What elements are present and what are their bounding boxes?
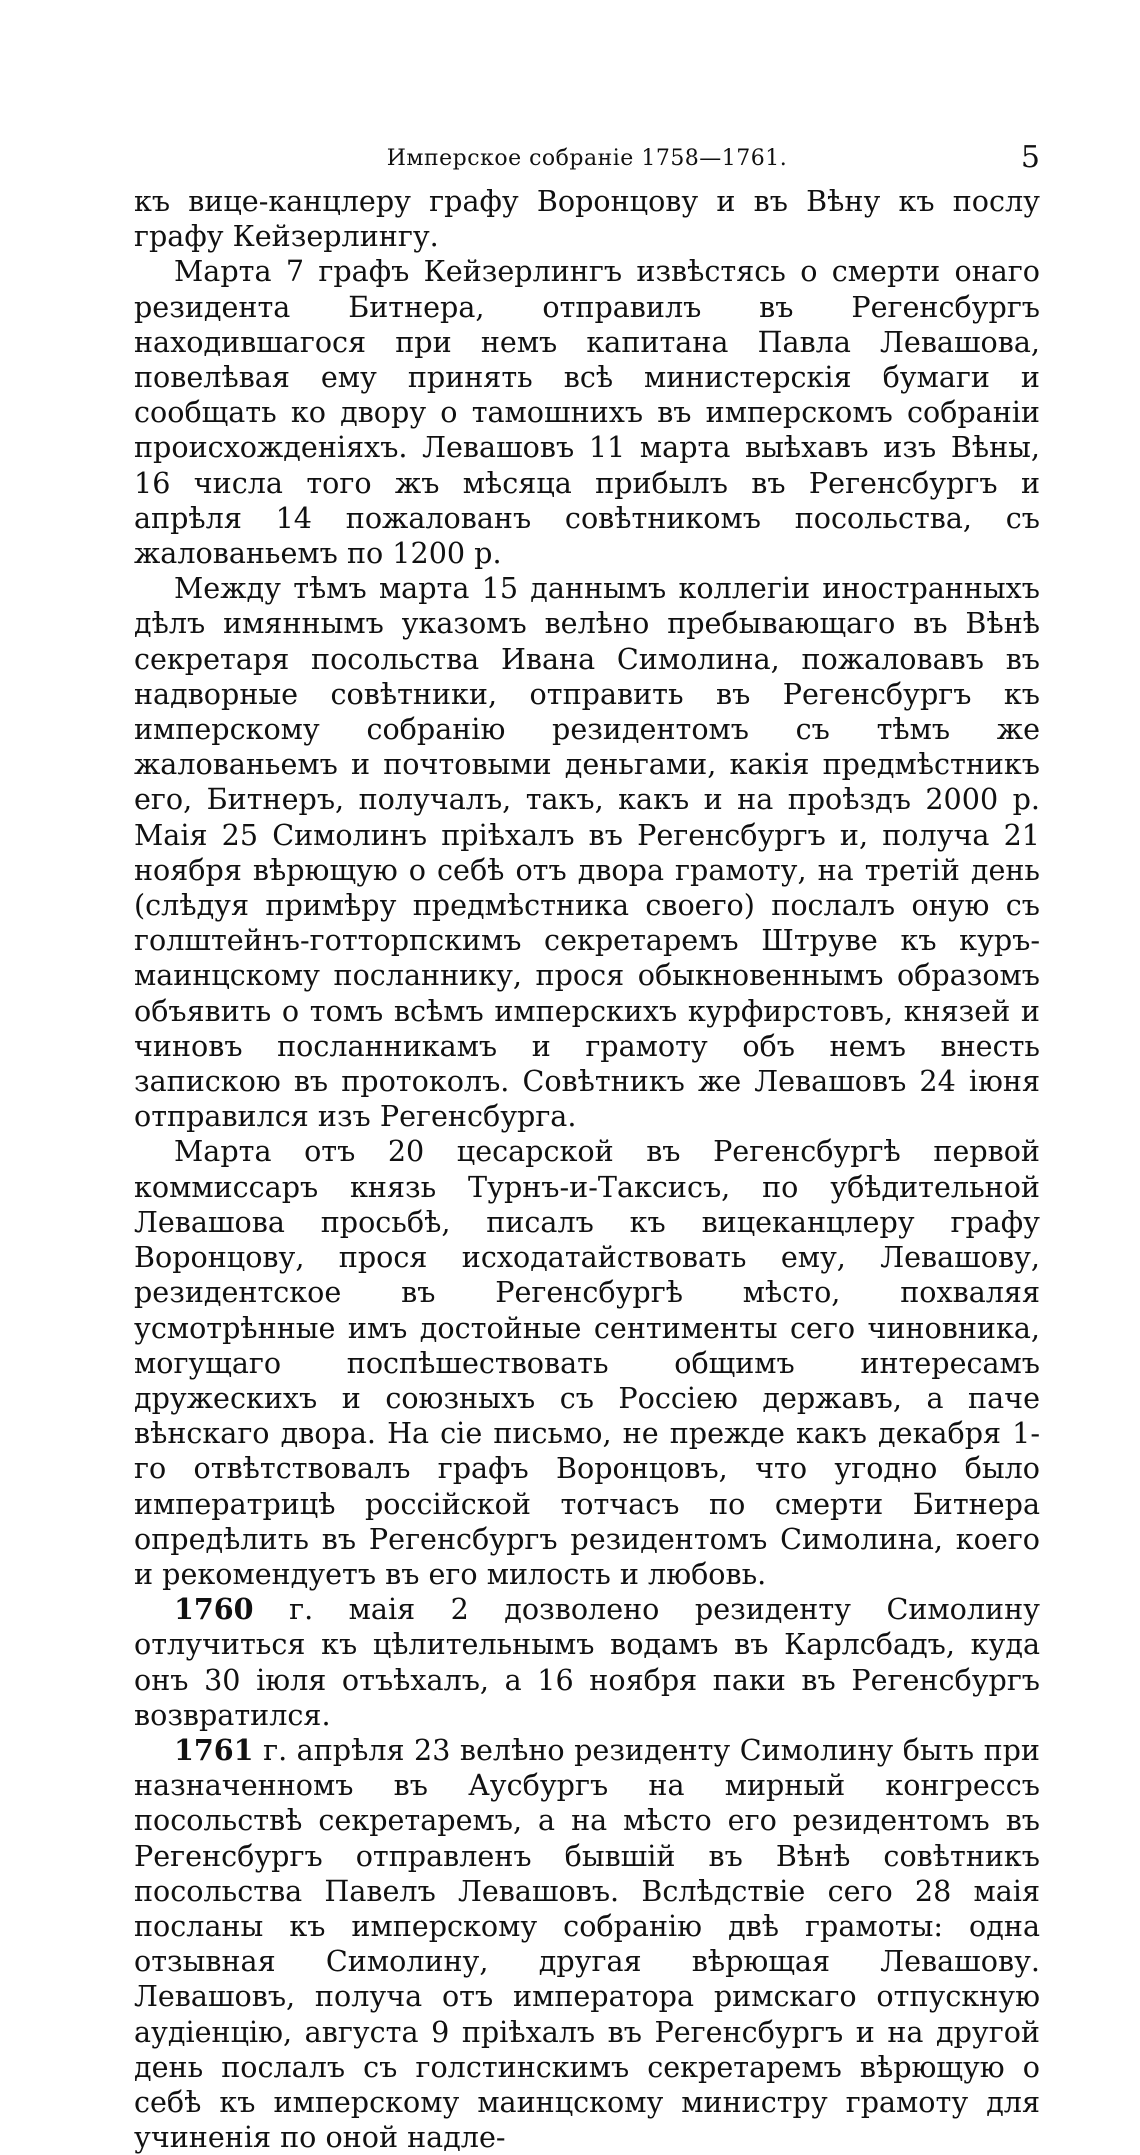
paragraph-text: къ вице-канцлеру графу Воронцову и въ Вѣну къ послу графу Кейзерлингу. [134,184,1040,254]
page-number: 5 [1020,140,1040,175]
paragraph-text: Марта отъ 20 цесарской въ Регенсбургѣ первой коммиссаръ князь Турнъ-и-Таксисъ, по убѣдительной Левашова просьбѣ, писалъ къ вицеканцлеру графу Воронцову, прося исходатайствовать ему, Левашову, резидентское въ Регенсбургѣ мѣсто, похваляя усмотрѣнные имъ достойные сентименты сего чиновника, могущаго поспѣшествовать общимъ интересамъ дружескихъ и союзныхъ съ Россіею державъ, а паче вѣнскаго двора. На сіе письмо, не прежде какъ декабря 1-го отвѣтствовалъ графъ Воронцовъ, что угодно было императрицѣ россійской тотчасъ по смерти Битнера опредѣлить въ Регенсбургъ резидентомъ Симолина, коего и рекомендуетъ въ его милость и любовь. [134,1134,1040,1591]
paragraph-text: Между тѣмъ марта 15 даннымъ коллегіи иностранныхъ дѣлъ имяннымъ указомъ велѣно пребывающаго въ Вѣнѣ секретаря посольства Ивана Симолина, пожаловавъ въ надворные совѣтники, отправить въ Регенсбургъ къ имперскому собранію резидентомъ съ тѣмъ же жалованьемъ и почтовыми деньгами, какія предмѣстникъ его, Битнеръ, получалъ, такъ, какъ и на проѣздъ 2000 р. Маія 25 Симолинъ пріѣхалъ въ Регенсбургъ и, получа 21 ноября вѣрющую о себѣ отъ двора грамоту, на третій день (слѣдуя примѣру предмѣстника своего) послалъ оную съ голштейнъ-готторпскимъ секретаремъ Штруве къ куръ-маинцскому посланнику, прося обыкновеннымъ образомъ объявить о томъ всѣмъ имперскихъ курфирстовъ, князей и чиновъ посланникамъ и грамоту объ немъ внесть запискою въ протоколъ. Совѣтникъ же Левашовъ 24 іюня отправился изъ Регенсбурга. [134,571,1040,1134]
paragraph-kaiserling [134,254,1040,571]
body-text [134,184,1040,2155]
document-page [134,140,1040,2155]
running-title: Имперское собраніе 1758—1761. [386,146,788,171]
paragraph-simolin-appointment [134,571,1040,1134]
paragraph-text: г. маія 2 дозволено резиденту Симолину отлучиться къ цѣлительнымъ водамъ въ Карлсбадъ, куда онъ 30 іюля отъѣхалъ, а 16 ноября паки въ Регенсбургъ возвратился. [134,1592,1040,1732]
paragraph-continuation [134,184,1040,254]
paragraph-1761 [134,1733,1040,2155]
paragraph-thurn-taxis-letter [134,1134,1040,1592]
paragraph-1760 [134,1592,1040,1733]
year-label: 1760 [174,1592,254,1627]
page-header [134,140,1040,180]
year-label: 1761 [174,1732,254,1767]
paragraph-text: Марта 7 графъ Кейзерлингъ извѣстясь о смерти онаго резидента Битнера, отправилъ въ Регенсбургъ находившагося при немъ капитана Павла Левашова, повелѣвая ему принять всѣ министерскія бумаги и сообщать ко двору о тамошнихъ въ имперскомъ собраніи происхожденіяхъ. Левашовъ 11 марта выѣхавъ изъ Вѣны, 16 числа того жъ мѣсяца прибылъ въ Регенсбургъ и апрѣля 14 пожалованъ совѣтникомъ посольства, съ жалованьемъ по 1200 р. [134,254,1040,571]
paragraph-text: г. апрѣля 23 велѣно резиденту Симолину быть при назначенномъ въ Аусбургъ на мирный конгрессъ посольствѣ секретаремъ, а на мѣсто его резидентомъ въ Регенсбургъ отправленъ бывшій въ Вѣнѣ совѣтникъ посольства Павелъ Левашовъ. Вслѣдствіе сего 28 маія посланы къ имперскому собранію двѣ грамоты: одна отзывная Симолину, другая вѣрющая Левашову. Левашовъ, получа отъ императора римскаго отпускную аудіенцію, августа 9 пріѣхалъ въ Регенсбургъ и на другой день послалъ съ голстинскимъ секретаремъ вѣрющую о себѣ къ имперскому маинцскому министру грамоту для учиненія по оной надле- [134,1732,1040,2155]
